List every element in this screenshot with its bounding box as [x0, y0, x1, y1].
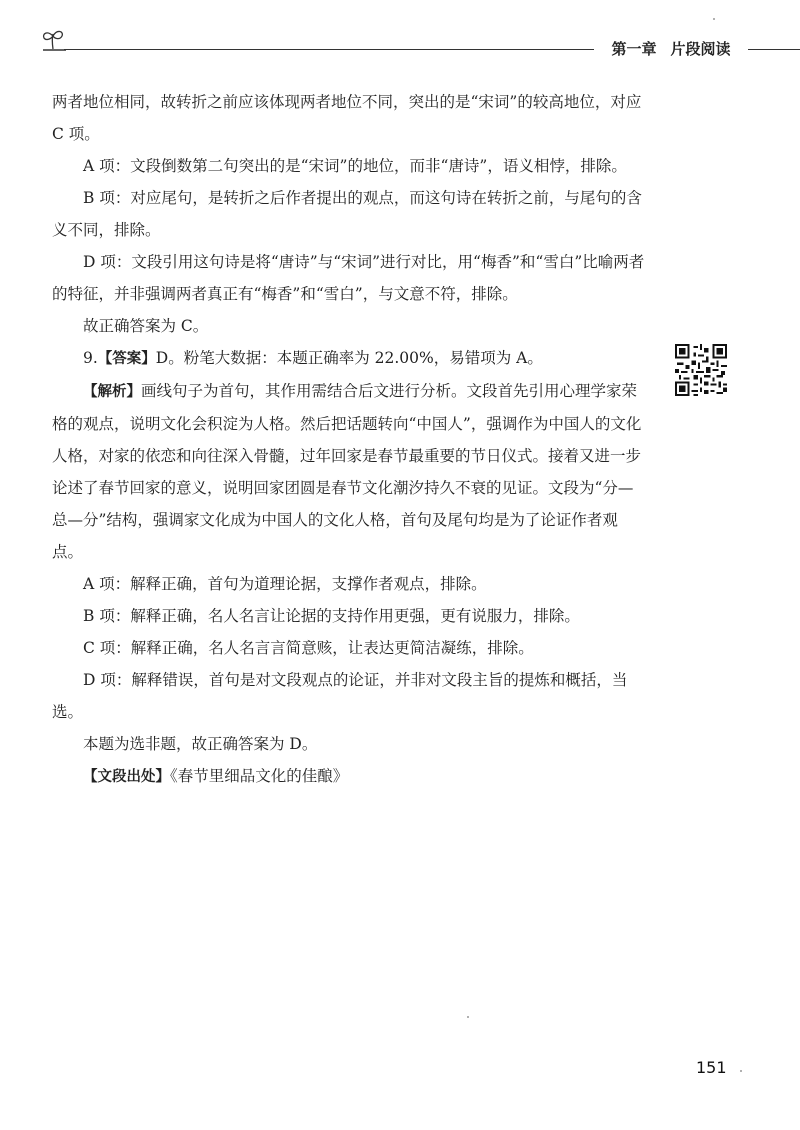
answer-conclusion: 本题为选非题，故正确答案为 D。	[83, 735, 318, 753]
analysis-paragraph	[52, 375, 648, 568]
option-d-analysis: D 项：解释错误，首句是对文段观点的论证，并非对文段主旨的提炼和概括，当选。	[52, 671, 628, 721]
chapter-label: 第一章	[611, 40, 657, 58]
option-b-analysis: B 项：解释正确，名人名言让论据的支持作用更强，更有说服力，排除。	[83, 607, 580, 625]
section-label: 片段阅读	[670, 40, 731, 58]
answer-text: D。粉笔大数据：本题正确率为 22.00%，易错项为 A。	[155, 349, 543, 367]
option-c-analysis: C 项：解释正确，名人名言言简意赅，让表达更简洁凝练，排除。	[83, 639, 534, 657]
question-number: 9.	[83, 349, 98, 367]
answer-conclusion-q8: 故正确答案为 C。	[83, 317, 209, 335]
header-rule-right	[748, 49, 800, 50]
source-tag: 【文段出处】	[83, 769, 170, 785]
option-d-analysis-q8: D 项：文段引用这句诗是将“唐诗”与“宋词”进行对比，用“梅香”和“雪白”比喻两者的特征，并非强调两者真正有“梅香”和“雪白”，与文意不符，排除。	[52, 253, 645, 303]
source-title: 《春节里细品文化的佳酿》	[170, 767, 349, 785]
page-number: 151	[696, 1058, 727, 1077]
qr-code-icon[interactable]	[675, 344, 727, 396]
paragraph-continuation: 两者地位相同，故转折之前应该体现两者地位不同，突出的是“宋词”的较高地位，对应 C 项。	[52, 93, 642, 143]
option-a-analysis: A 项：解释正确，首句为道理论据，支撑作者观点，排除。	[83, 575, 487, 593]
analysis-tag: 【解析】	[83, 384, 141, 400]
analysis-text: 画线句子为首句，其作用需结合后文进行分析。文段首先引用心理学家荣格的观点，说明文化会积淀为人格。然后把话题转向“中国人”，强调作为中国人的文化人格，对家的依恋和向往深入骨髓，过年回家是春节最重要的节日仪式。接着又进一步论述了春节回家的意义，说明回家团圆是春节文化潮汐持久不衰的见证。文段为“分—总—分”结构，强调家文化成为中国人的文化人格，首句及尾句均是为了论证作者观点。	[52, 382, 642, 561]
option-a-analysis-q8: A 项：文段倒数第二句突出的是“宋词”的地位，而非“唐诗”，语义相悖，排除。	[83, 157, 627, 175]
scan-speck	[467, 1016, 469, 1018]
page-header	[40, 28, 800, 68]
question-9-answer	[52, 342, 648, 375]
scan-speck	[713, 18, 715, 20]
header-rule-left	[64, 49, 594, 50]
answer-tag: 【答案】	[97, 351, 156, 367]
sprout-icon	[40, 28, 70, 54]
page-body	[52, 86, 648, 793]
option-b-analysis-q8: B 项：对应尾句，是转折之后作者提出的观点，而这句诗在转折之前，与尾句的含义不同，排除。	[52, 189, 642, 239]
header-title	[596, 38, 746, 59]
scan-speck	[740, 1070, 742, 1072]
source-line	[52, 760, 648, 793]
